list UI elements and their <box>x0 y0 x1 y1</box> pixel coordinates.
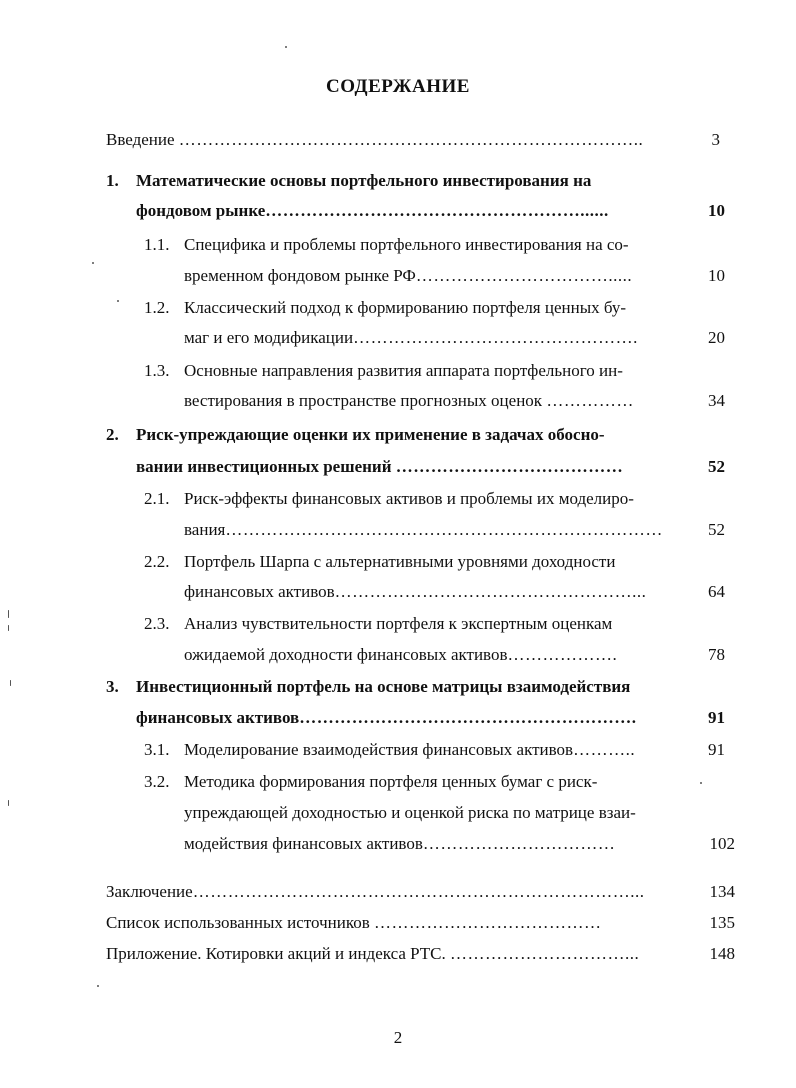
section-title-line: модействия финансовых активов <box>184 834 423 853</box>
leader-dots: ………………………………………………...... <box>265 201 609 220</box>
section-number: 2.1. <box>144 489 170 508</box>
scan-speck <box>700 782 702 784</box>
section-title-line: вестирования в пространстве прогнозных оценок <box>184 391 543 410</box>
toc-entry-conclusion <box>106 882 644 902</box>
toc-entry-2-3 <box>184 645 617 665</box>
entry-page: 135 <box>709 913 735 932</box>
leader-dots: ……………………………..... <box>415 266 633 285</box>
scan-speck <box>117 300 119 302</box>
section-title-line: Анализ чувствительности портфеля к экспертным оценкам <box>184 614 613 633</box>
section-title-line: временном фондовом рынке РФ <box>184 266 416 285</box>
section-title-line: Риск-эффекты финансовых активов и проблемы их моделиро- <box>184 489 634 508</box>
scan-speck <box>97 985 99 987</box>
toc-entry-1-3 <box>184 391 634 411</box>
leader-dots: ………………. <box>507 645 618 664</box>
toc-entry-ch1 <box>136 201 609 221</box>
entry-page: 10 <box>708 266 725 285</box>
chapter-title-line: фондовом рынке <box>136 201 266 220</box>
toc-entry-sources <box>106 913 602 933</box>
chapter-number: 3. <box>106 677 119 696</box>
section-title-line: упреждающей доходностью и оценкой риска по матрице взаи- <box>184 803 636 822</box>
section-title-line: Моделирование взаимодействия финансовых активов <box>184 740 574 759</box>
toc-entry-1-2 <box>184 328 638 348</box>
entry-page: 52 <box>708 520 725 539</box>
page-title: СОДЕРЖАНИЕ <box>326 76 470 97</box>
scan-speck <box>10 680 11 686</box>
section-title-line: Портфель Шарпа с альтернативными уровнями доходности <box>184 552 616 571</box>
leader-dots: …………………………… <box>422 834 616 853</box>
section-number: 1.1. <box>144 235 170 254</box>
page-number: 2 <box>393 1028 403 1047</box>
leader-dots: …………………………………………………………………... <box>192 882 645 901</box>
toc-entry-1-1 <box>184 266 632 286</box>
leader-dots: ……………………………………………... <box>334 582 647 601</box>
section-title-line: Специфика и проблемы портфельного инвестирования на со- <box>184 235 629 254</box>
entry-page: 148 <box>709 944 735 963</box>
chapter-number: 2. <box>106 425 119 444</box>
section-title-line: маг и его модификации <box>184 328 354 347</box>
section-title-line: Методика формирования портфеля ценных бумаг с риск- <box>184 772 598 791</box>
entry-page: 34 <box>708 391 725 410</box>
entry-page: 134 <box>709 882 735 901</box>
section-number: 2.2. <box>144 552 170 571</box>
entry-label: Введение <box>106 130 175 149</box>
leader-dots: …………………………... <box>450 944 640 963</box>
section-number: 3.1. <box>144 740 170 759</box>
leader-dots: ………………………………………………………………… <box>225 520 663 539</box>
entry-label: Список использованных источников <box>106 913 370 932</box>
chapter-title-line: Риск-упреждающие оценки их применение в задачах обосно- <box>136 425 605 444</box>
toc-entry-ch3 <box>136 708 637 728</box>
toc-entry-3-2 <box>184 834 615 854</box>
section-title-line: ожидаемой доходности финансовых активов <box>184 645 508 664</box>
leader-dots: ……….. <box>573 740 636 759</box>
toc-entry-ch2 <box>136 457 623 477</box>
section-title-line: вания <box>184 520 226 539</box>
scan-speck <box>8 610 9 618</box>
toc-entry-3-1 <box>184 740 635 760</box>
entry-page: 91 <box>708 740 725 759</box>
toc-entry-2-2 <box>184 582 646 602</box>
section-number: 1.3. <box>144 361 170 380</box>
entry-label: Заключение <box>106 882 193 901</box>
section-title-line: финансовых активов <box>184 582 335 601</box>
section-title-line: Основные направления развития аппарата портфельного ин- <box>184 361 623 380</box>
scan-speck <box>285 46 287 48</box>
leader-dots: …………………………………………………. <box>299 708 637 727</box>
toc-entry-intro <box>106 130 643 150</box>
leader-dots: ………………………………… <box>395 457 624 476</box>
leader-dots: ………………………………… <box>374 913 602 932</box>
chapter-title-line: вании инвестиционных решений <box>136 457 392 476</box>
entry-page: 78 <box>708 645 725 664</box>
entry-page: 102 <box>709 834 735 853</box>
chapter-title-line: финансовых активов <box>136 708 300 727</box>
section-number: 3.2. <box>144 772 170 791</box>
section-title-line: Классический подход к формированию портфеля ценных бу- <box>184 298 627 317</box>
toc-entry-2-1 <box>184 520 663 540</box>
section-number: 1.2. <box>144 298 170 317</box>
entry-page: 91 <box>708 708 725 727</box>
chapter-title-line: Инвестиционный портфель на основе матрицы взаимодействия <box>136 677 631 696</box>
entry-page: 52 <box>708 457 725 476</box>
scan-speck <box>8 625 9 631</box>
scan-speck <box>8 800 9 806</box>
entry-page: 20 <box>708 328 725 347</box>
leader-dots: …………………………………………. <box>353 328 638 347</box>
section-number: 2.3. <box>144 614 170 633</box>
scan-speck <box>92 262 94 264</box>
chapter-number: 1. <box>106 171 119 190</box>
entry-page: 64 <box>708 582 725 601</box>
toc-entry-appendix <box>106 944 639 964</box>
entry-page: 10 <box>708 201 725 220</box>
leader-dots: …………… <box>546 391 634 410</box>
entry-label: Приложение. Котировки акций и индекса РТС. <box>106 944 446 963</box>
leader-dots: …………………………………………………………………….. <box>178 130 644 149</box>
chapter-title-line: Математические основы портфельного инвестирования на <box>136 171 592 190</box>
entry-page: 3 <box>711 130 720 149</box>
